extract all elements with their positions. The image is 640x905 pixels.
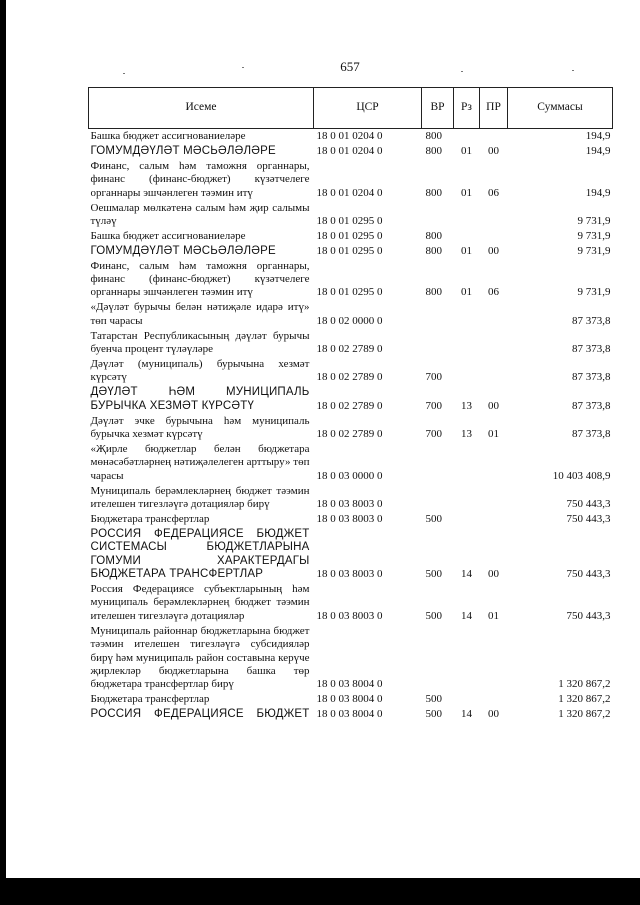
row-sum: 1 320 867,2 xyxy=(558,708,611,721)
row-rz: 01 xyxy=(461,144,472,157)
header-vr: ВР xyxy=(422,88,454,129)
row-name: Башка бюджет ассигнованиеләре xyxy=(90,130,246,142)
row-vr xyxy=(422,329,454,357)
row-vr: 800 xyxy=(425,229,442,242)
row-vr xyxy=(422,300,454,328)
table-header xyxy=(89,88,613,129)
row-rz: 01 xyxy=(461,244,472,257)
row-csr: 18 0 01 0204 0 xyxy=(316,130,383,142)
row-vr: 800 xyxy=(425,244,442,257)
page-number: 657 xyxy=(340,59,360,74)
row-vr: 500 xyxy=(425,693,442,706)
table-row xyxy=(89,357,613,385)
row-pr xyxy=(480,692,508,707)
table-row xyxy=(89,259,613,301)
row-rz: 01 xyxy=(461,186,472,199)
row-name: РОССИЯ ФЕДЕРАЦИЯСЕ БЮДЖЕТ xyxy=(90,708,310,721)
row-name: Финанс, салым һәм таможня органнары, финанс (финанс-бюджет) күзәтчелеге органнары эшчәнлеген тәэмин итү xyxy=(90,159,310,199)
row-vr: 800 xyxy=(425,130,442,142)
row-pr: 00 xyxy=(488,568,499,581)
row-csr: 18 0 03 8003 0 xyxy=(316,609,383,622)
row-csr: 18 0 03 0000 0 xyxy=(316,469,383,482)
row-rz xyxy=(454,692,480,707)
table-row xyxy=(89,244,613,259)
table-row xyxy=(89,442,613,484)
row-vr: 800 xyxy=(425,286,442,299)
row-pr: 01 xyxy=(488,609,499,622)
row-name: Муниципаль районнар бюджетларына бюджет тәэмин ителешен тигезләүгә субсидияләр бирү һәм муниципаль район составына керүче җирлекләр бюджетларына башка төр бюджетара трансфертлар бирү xyxy=(90,624,310,691)
row-sum: 87 373,8 xyxy=(572,428,611,441)
row-name: РОССИЯ ФЕДЕРАЦИЯСЕ БЮДЖЕТ СИСТЕМАСЫ БЮДЖЕТЛАРЫНА ГОМУМИ ХАРАКТЕРДАГЫ БЮДЖЕТАРА ТРАНСФЕРТЛАР xyxy=(90,527,310,581)
row-csr: 18 0 02 2789 0 xyxy=(316,371,383,384)
row-name: ГОМУМДӘҮЛӘТ МӘСЬӘЛӘЛӘРЕ xyxy=(90,144,276,157)
row-name: Татарстан Республикасының дәүләт бурычы буенча процент түләүләре xyxy=(90,329,310,356)
table-row xyxy=(89,159,613,201)
row-sum: 87 373,8 xyxy=(572,314,611,327)
row-rz xyxy=(454,329,480,357)
table-row xyxy=(89,300,613,328)
row-name: Россия Федерациясе субъектларының һәм муниципаль берәмлекләрнең бюджет тәэмин ителешен тигезләүгә дотацияләр xyxy=(90,583,310,622)
row-vr xyxy=(422,624,454,693)
row-pr xyxy=(480,624,508,693)
row-vr: 700 xyxy=(425,371,442,384)
row-sum: 10 403 408,9 xyxy=(552,469,611,482)
table-row xyxy=(89,229,613,244)
row-rz xyxy=(454,357,480,385)
row-csr: 18 0 02 2789 0 xyxy=(316,399,383,412)
table-row xyxy=(89,582,613,624)
row-name: «Дәүләт бурычы белән нәтиҗәле идарә итү» төп чарасы xyxy=(90,301,310,327)
row-pr: 00 xyxy=(488,399,499,412)
scan-border-bottom xyxy=(0,878,640,905)
row-csr: 18 0 01 0295 0 xyxy=(316,214,383,227)
header-rz: Рз xyxy=(454,88,480,129)
row-name: Финанс, салым һәм таможня органнары, финанс (финанс-бюджет) күзәтчелеге органнары эшчәнлеген тәэмин итү xyxy=(90,259,310,299)
row-pr xyxy=(480,229,508,244)
row-rz: 01 xyxy=(461,286,472,299)
row-sum: 750 443,3 xyxy=(566,498,611,511)
scan-border-left xyxy=(0,0,6,905)
table-row xyxy=(89,512,613,527)
row-sum: 750 443,3 xyxy=(566,512,611,525)
header-csr: ЦСР xyxy=(314,88,422,129)
row-vr: 500 xyxy=(425,708,442,721)
row-pr xyxy=(480,484,508,512)
row-vr xyxy=(422,484,454,512)
row-csr: 18 0 01 0295 0 xyxy=(316,286,383,299)
row-rz xyxy=(454,442,480,484)
row-vr: 500 xyxy=(425,568,442,581)
row-pr xyxy=(480,201,508,229)
row-csr: 18 0 01 0295 0 xyxy=(316,244,383,257)
row-csr: 18 0 03 8004 0 xyxy=(316,693,383,706)
row-rz xyxy=(454,201,480,229)
row-vr: 800 xyxy=(425,186,442,199)
table-row xyxy=(89,329,613,357)
row-rz: 13 xyxy=(461,399,472,412)
row-sum: 750 443,3 xyxy=(566,568,611,581)
row-rz: 13 xyxy=(461,428,472,441)
row-name: Оешмалар мөлкәтенә салым һәм җир салымы түләү xyxy=(90,201,310,227)
row-name: Дәүләт эчке бурычына һәм муниципаль бурычка хезмәт күрсәтү xyxy=(90,414,310,441)
row-pr: 00 xyxy=(488,144,499,157)
row-vr: 700 xyxy=(425,399,442,412)
row-name: Башка бюджет ассигнованиеләре xyxy=(90,229,246,242)
row-pr xyxy=(480,357,508,385)
row-vr xyxy=(422,442,454,484)
row-name: ГОМУМДӘҮЛӘТ МӘСЬӘЛӘЛӘРЕ xyxy=(90,244,276,257)
row-vr: 500 xyxy=(425,609,442,622)
row-pr xyxy=(480,300,508,328)
table-row xyxy=(89,201,613,229)
row-csr: 18 0 03 8004 0 xyxy=(316,678,383,691)
budget-table xyxy=(88,87,613,722)
row-rz: 14 xyxy=(461,708,472,721)
row-csr: 18 0 02 2789 0 xyxy=(316,343,383,356)
row-csr: 18 0 02 2789 0 xyxy=(316,428,383,441)
table-row xyxy=(89,414,613,442)
row-csr: 18 0 03 8003 0 xyxy=(316,512,383,525)
row-sum: 9 731,9 xyxy=(577,286,611,299)
row-pr xyxy=(480,442,508,484)
row-pr xyxy=(480,512,508,527)
row-csr: 18 0 01 0204 0 xyxy=(316,186,383,199)
row-csr: 18 0 03 8003 0 xyxy=(316,498,383,511)
row-pr: 00 xyxy=(488,244,499,257)
row-pr: 06 xyxy=(488,286,499,299)
row-sum: 194,9 xyxy=(585,144,611,157)
table-row xyxy=(89,144,613,159)
row-rz xyxy=(454,624,480,693)
header-sum: Суммасы xyxy=(508,88,613,129)
row-rz xyxy=(454,300,480,328)
row-sum: 87 373,8 xyxy=(572,371,611,384)
row-sum: 1 320 867,2 xyxy=(558,693,611,706)
row-name: «Җирле бюджетлар белән бюджетара мөнәсәбәтләрнең нәтиҗәлелеген арттыру» төп чарасы xyxy=(90,442,310,482)
row-csr: 18 0 01 0204 0 xyxy=(316,144,383,157)
table-row xyxy=(89,707,613,722)
row-name: Бюджетара трансфертлар xyxy=(90,512,210,525)
row-sum: 9 731,9 xyxy=(577,244,611,257)
table-row xyxy=(89,527,613,582)
row-name: Дәүләт (муниципаль) бурычына хезмәт күрсәтү xyxy=(90,358,310,384)
row-rz: 14 xyxy=(461,609,472,622)
header-name: Исеме xyxy=(89,88,314,129)
row-pr: 00 xyxy=(488,708,499,721)
row-vr: 700 xyxy=(425,428,442,441)
table-row xyxy=(89,129,613,144)
budget-document xyxy=(88,87,612,722)
row-name: ДӘҮЛӘТ ҺӘМ МУНИЦИПАЛЬ БУРЫЧКА ХЕЗМӘТ КҮРСӘТҮ xyxy=(90,386,310,412)
table-row xyxy=(89,484,613,512)
row-pr xyxy=(480,129,508,144)
row-pr: 01 xyxy=(488,428,499,441)
row-sum: 9 731,9 xyxy=(577,214,611,227)
row-pr xyxy=(480,329,508,357)
row-rz xyxy=(454,129,480,144)
row-csr: 18 0 03 8004 0 xyxy=(316,708,383,721)
row-vr: 800 xyxy=(425,144,442,157)
table-row xyxy=(89,624,613,693)
row-name: Бюджетара трансфертлар xyxy=(90,693,210,706)
table-row xyxy=(89,692,613,707)
row-name: Муниципаль берәмлекләрнең бюджет тәэмин ителешен тигезләүгә дотацияләр бирү xyxy=(90,484,310,511)
table-row xyxy=(89,385,613,413)
row-sum: 1 320 867,2 xyxy=(558,678,611,691)
row-sum: 194,9 xyxy=(585,186,611,199)
row-pr: 06 xyxy=(488,186,499,199)
row-rz xyxy=(454,484,480,512)
row-csr: 18 0 02 0000 0 xyxy=(316,314,383,327)
row-sum: 9 731,9 xyxy=(577,229,611,242)
row-rz: 14 xyxy=(461,568,472,581)
row-csr: 18 0 03 8003 0 xyxy=(316,568,383,581)
row-vr xyxy=(422,201,454,229)
row-rz xyxy=(454,512,480,527)
header-pr: ПР xyxy=(480,88,508,129)
row-sum: 750 443,3 xyxy=(566,609,611,622)
row-sum: 194,9 xyxy=(585,130,611,142)
row-csr: 18 0 01 0295 0 xyxy=(316,229,383,242)
row-rz xyxy=(454,229,480,244)
row-vr: 500 xyxy=(425,512,442,525)
row-sum: 87 373,8 xyxy=(572,343,611,356)
row-sum: 87 373,8 xyxy=(572,399,611,412)
